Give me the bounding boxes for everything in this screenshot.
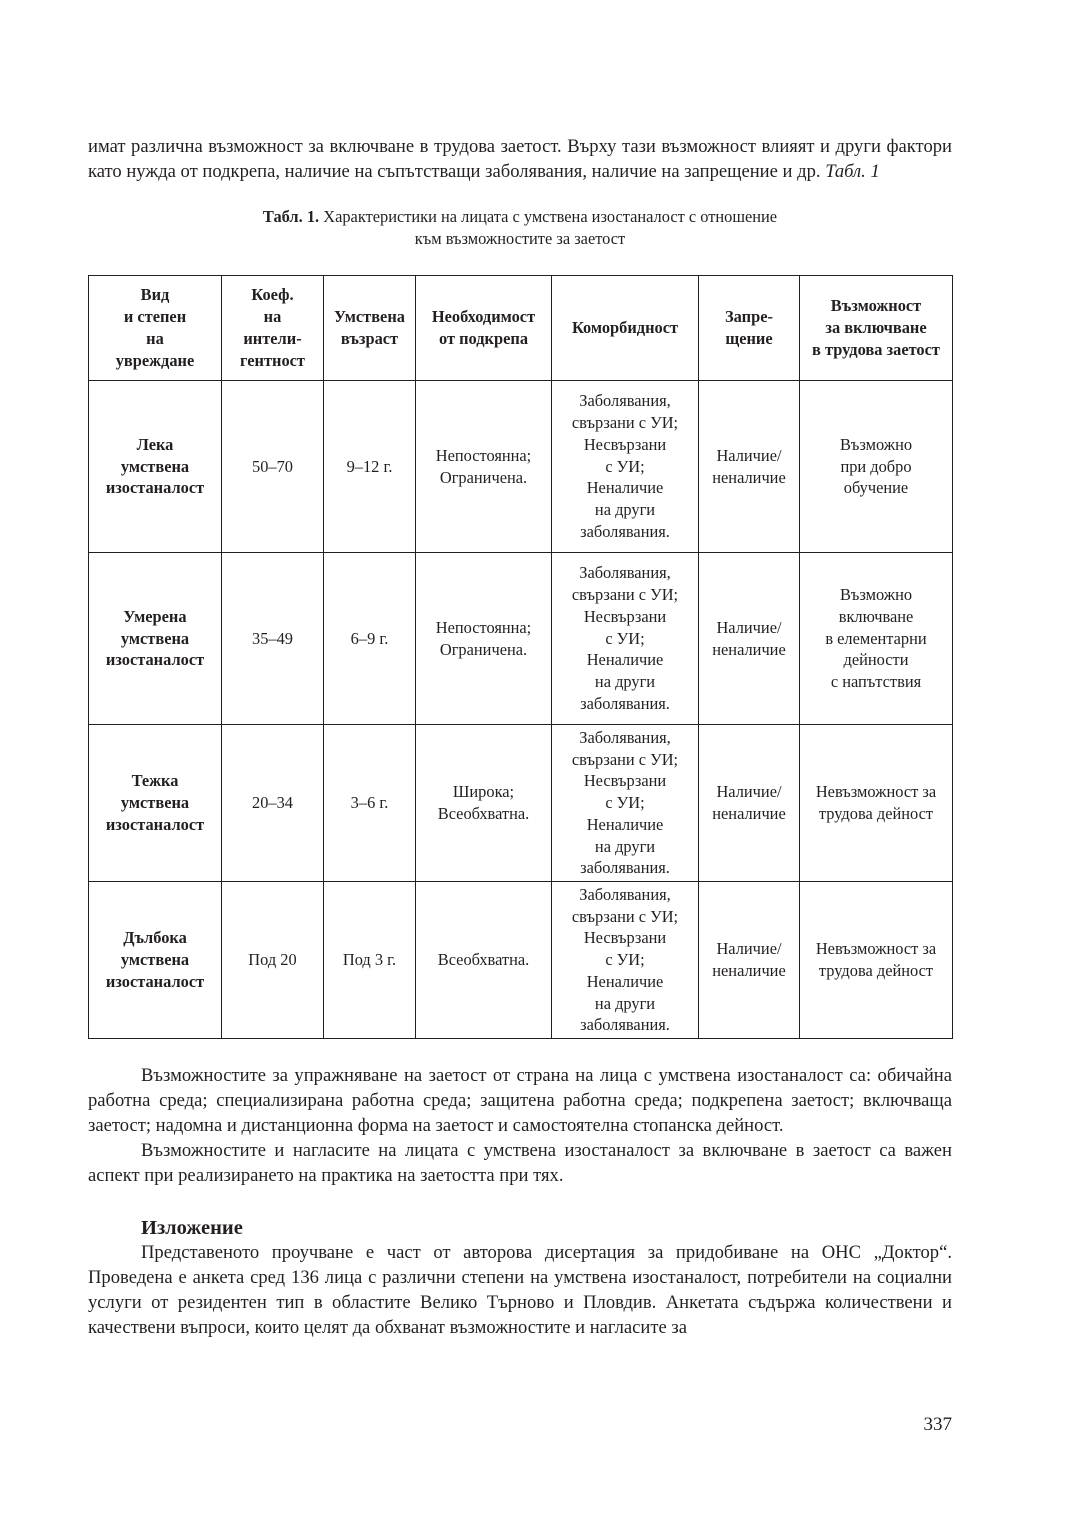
section-heading: Изложение	[141, 1217, 243, 1239]
cell-comorbidity: Заболявания, свързани с УИ; Несвързани с УИ; Неналичие на други заболявания.	[552, 725, 699, 882]
section-paragraph: Представеното проучване е част от авторова дисертация за придобиване на ОНС „Доктор“. Проведена е анкета сред 136 лица с различни степени на умствена изостаналост, потребители на социални услуги от резидентен тип в областите Велико Търново и Пловдив. Анкетата съдържа количествени и качествени въпроси, които целят да обхванат възможностите и нагласите за	[88, 1242, 952, 1338]
table-row	[89, 381, 953, 553]
cell-type: Лека умствена изостаналост	[89, 381, 222, 553]
cell-iq: 20–34	[222, 725, 324, 882]
cell-comorbidity: Заболявания, свързани с УИ; Несвързани с УИ; Неналичие на други заболявания.	[552, 553, 699, 725]
header-type: Вид и степен на увреждане	[89, 276, 222, 381]
cell-age: 9–12 г.	[324, 381, 416, 553]
cell-possibility: Възможно при добро обучение	[800, 381, 953, 553]
cell-possibility: Невъзможност за трудова дейност	[800, 725, 953, 882]
cell-age: 6–9 г.	[324, 553, 416, 725]
characteristics-table	[88, 275, 953, 1039]
cell-support: Широка; Всеобхватна.	[416, 725, 552, 882]
intro-text: имат различна възможност за включване в трудова заетост. Върху тази възможност влияят и други фактори като нужда от подкрепа, наличие на съпътстващи заболявания, наличие на запрещение и др.	[88, 136, 952, 182]
header-interdiction: Запре- щение	[699, 276, 800, 381]
cell-interdiction: Наличие/ неналичие	[699, 553, 800, 725]
cell-support: Непостоянна; Ограничена.	[416, 553, 552, 725]
cell-support: Всеобхватна.	[416, 882, 552, 1039]
header-support: Необходимост от подкрепа	[416, 276, 552, 381]
cell-age: Под 3 г.	[324, 882, 416, 1039]
cell-comorbidity: Заболявания, свързани с УИ; Несвързани с УИ; Неналичие на други заболявания.	[552, 882, 699, 1039]
cell-type: Тежка умствена изостаналост	[89, 725, 222, 882]
cell-support: Непостоянна; Ограничена.	[416, 381, 552, 553]
cell-interdiction: Наличие/ неналичие	[699, 882, 800, 1039]
table-reference: Табл. 1	[825, 161, 880, 182]
table-row	[89, 725, 953, 882]
cell-possibility: Възможно включване в елементарни дейности с напътствия	[800, 553, 953, 725]
table-row	[89, 553, 953, 725]
attitudes-paragraph: Възможностите и нагласите на лицата с умствена изостаналост за включване в заетост са важен аспект при реализирането на практика на заетостта при тях.	[88, 1140, 952, 1186]
header-employment: Възможност за включване в трудова заетост	[800, 276, 953, 381]
page-number: 337	[923, 1414, 952, 1435]
cell-comorbidity: Заболявания, свързани с УИ; Несвързани с УИ; Неналичие на други заболявания.	[552, 381, 699, 553]
cell-possibility: Невъзможност за трудова дейност	[800, 882, 953, 1039]
table-caption-text: Характеристики на лицата с умствена изостаналост с отношение към възможностите за заетост	[323, 207, 778, 248]
cell-type: Умерена умствена изостаналост	[89, 553, 222, 725]
employment-options-paragraph: Възможностите за упражняване на заетост от страна на лица с умствена изостаналост са: обичайна работна среда; специализирана работна среда; защитена работна среда; подкрепена заетост; включваща заетост; надомна и дистанционна форма на заетост и самостоятелна стопанска дейност.	[88, 1065, 952, 1136]
table-row	[89, 882, 953, 1039]
table-header-row	[89, 276, 953, 381]
cell-iq: 35–49	[222, 553, 324, 725]
table-caption-label: Табл. 1.	[262, 207, 320, 226]
cell-type: Дълбока умствена изостаналост	[89, 882, 222, 1039]
cell-interdiction: Наличие/ неналичие	[699, 381, 800, 553]
cell-age: 3–6 г.	[324, 725, 416, 882]
cell-iq: Под 20	[222, 882, 324, 1039]
header-mental-age: Умствена възраст	[324, 276, 416, 381]
cell-iq: 50–70	[222, 381, 324, 553]
table-caption	[88, 206, 952, 250]
intro-paragraph	[88, 134, 952, 184]
header-comorbidity: Коморбидност	[552, 276, 699, 381]
cell-interdiction: Наличие/ неналичие	[699, 725, 800, 882]
header-iq: Коеф. на интели- гентност	[222, 276, 324, 381]
page-content	[88, 134, 952, 1340]
